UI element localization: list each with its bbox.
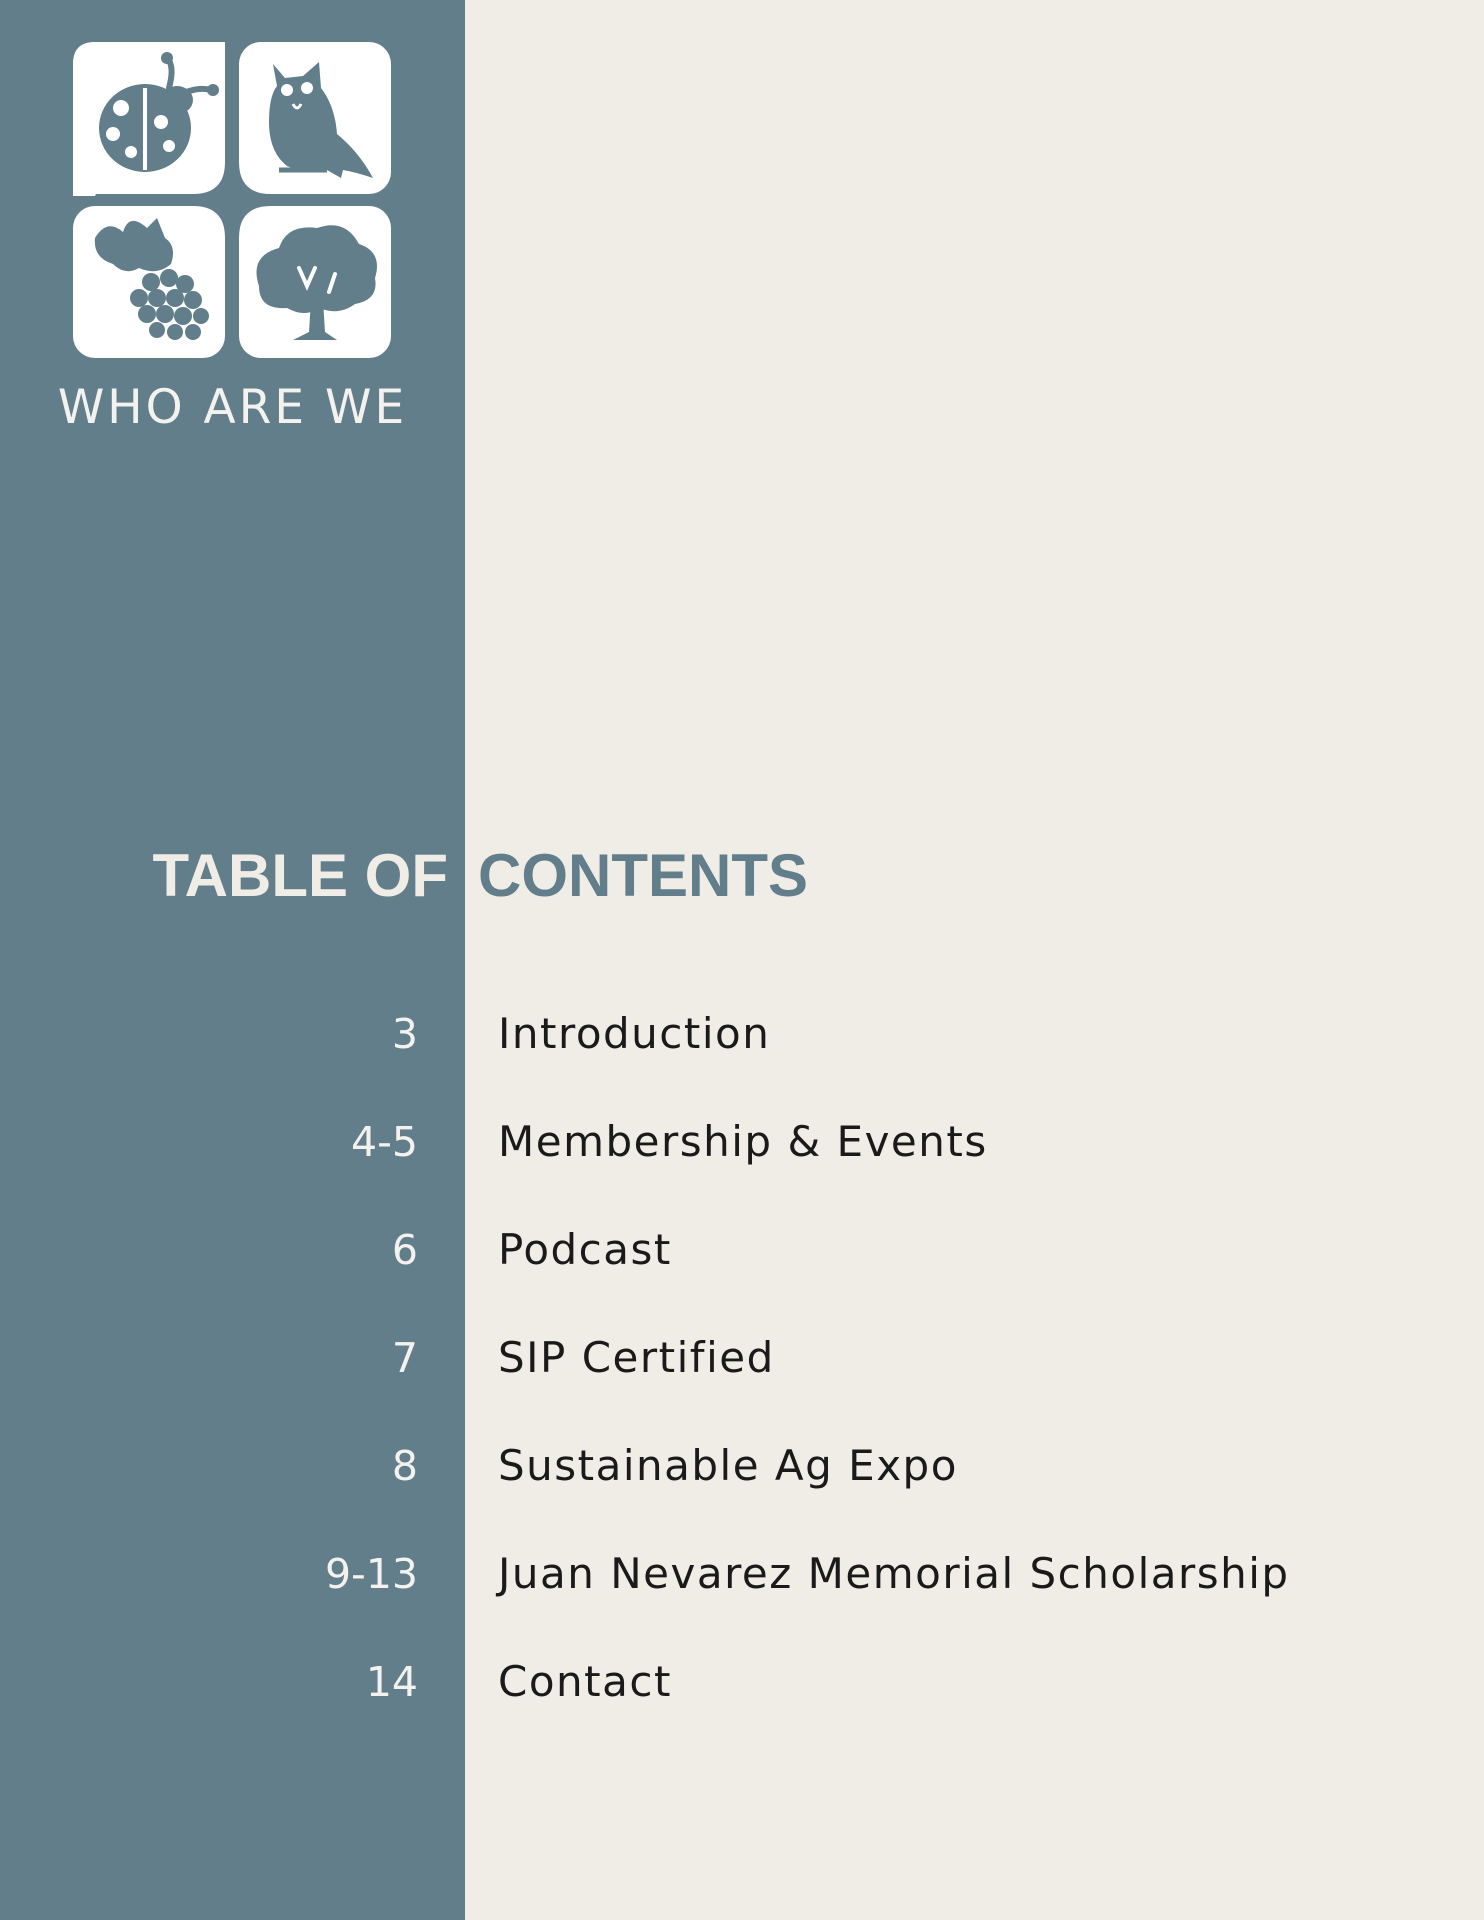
toc-page-number: 4-5 — [351, 1118, 418, 1166]
toc-entry-label: Juan Nevarez Memorial Scholarship — [498, 1549, 1290, 1598]
toc-entry-sustainable-ag-expo[interactable] — [0, 1436, 1484, 1544]
toc-page-number: 3 — [391, 1010, 418, 1058]
toc-page-number: 7 — [391, 1334, 418, 1382]
toc-entry-label: Podcast — [498, 1225, 672, 1274]
toc-entry-label: Membership & Events — [498, 1117, 988, 1166]
toc-heading — [0, 840, 1484, 912]
toc-page-number: 14 — [365, 1658, 418, 1706]
toc-entry-label: Sustainable Ag Expo — [498, 1441, 958, 1490]
toc-entry-podcast[interactable] — [0, 1220, 1484, 1328]
toc-list — [0, 1004, 1484, 1760]
toc-page-number: 8 — [391, 1442, 418, 1490]
toc-entry-scholarship[interactable] — [0, 1544, 1484, 1652]
sidebar-tagline: WHO ARE WE — [57, 380, 408, 435]
toc-entry-label: Introduction — [498, 1009, 771, 1058]
toc-entry-membership-events[interactable] — [0, 1112, 1484, 1220]
toc-entry-label: Contact — [498, 1657, 672, 1706]
toc-page-number: 9-13 — [324, 1550, 418, 1598]
toc-heading-part2: CONTENTS — [478, 842, 808, 909]
toc-entry-introduction[interactable] — [0, 1004, 1484, 1112]
toc-page-number: 6 — [391, 1226, 418, 1274]
organization-logo — [73, 42, 391, 358]
toc-entry-sip-certified[interactable] — [0, 1328, 1484, 1436]
toc-heading-part1: TABLE OF — [152, 842, 448, 909]
toc-entry-contact[interactable] — [0, 1652, 1484, 1760]
toc-entry-label: SIP Certified — [498, 1333, 775, 1382]
